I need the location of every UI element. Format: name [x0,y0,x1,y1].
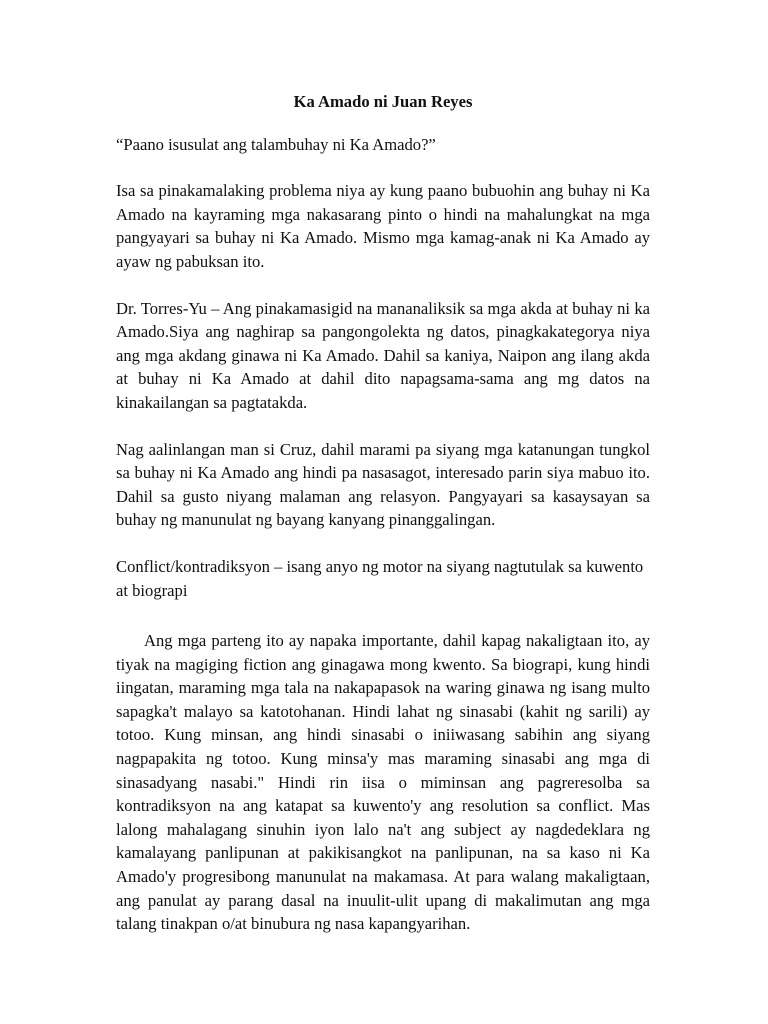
importance-paragraph: Ang mga parteng ito ay napaka importante, dahil kapag nakaligtaan ito, ay tiyak na magiging fiction ang ginagawa mong kwento. Sa biograpi, kung hindi iingatan, maraming mga tala na nakapapasok na waring ginawa ng isang multo sapagka't malayo sa katotohanan. Hindi lahat ng sinasabi (kahit ng sarili) ay totoo. Kung minsan, ang hindi sinasabi o iniiwasang sabihin ang siyang nagpapakita ng totoo. Kung minsa'y mas maraming sinasabi ang mga di sinasadyang nasabi." Hindi rin iisa o miminsan ang pagreresolba sa kontradiksyon na ang katapat sa kuwento'y ang resolution sa conflict. Mas lalong mahalagang sinuhin iyon lalo na't ang subject ay nagdedeklara ng kamalayang panlipunan at pakikisangkot na panlipunan, na sa kaso ni Ka Amado'y progresibong manunulat na makamasa. At para walang makaligtaan, ang panulat ay parang dasal na inuulit-ulit upang di makalimutan ang mga talang tinakpan o/at binubura ng nasa kapangyarihan. [116,631,650,934]
document-title: Ka Amado ni Juan Reyes [293,92,473,111]
cruz-paragraph: Nag aalinlangan man si Cruz, dahil marami pa siyang mga katanungan tungkol sa buhay ni Ka Amado ang hindi pa nasasagot, interesado parin siya mabuo ito. Dahil sa gusto niyang malaman ang relasyon. Pangyayari sa kasaysayan sa buhay ng manunulat ng bayang kanyang pinanggalingan. [116,439,650,530]
problem-paragraph: Isa sa pinakamalaking problema niya ay kung paano bubuohin ang buhay ni Ka Amado na kayraming mga nakasarang pinto o hindi na mahalungkat na mga pangyayari sa buhay ni Ka Amado. Mismo mga kamag-anak ni Ka Amado ay ayaw ng pabuksan ito. [116,181,650,271]
torres-yu-paragraph: Dr. Torres-Yu – Ang pinakamasigid na mananaliksik sa mga akda at buhay ni ka Amado.Siya ang naghirap sa pangongolekta ng datos, pinagkakategorya niya ang mga akdang ginawa ni Ka Amado. Dahil sa kaniya, Naipon ang ilang akda at buhay ni Ka Amado at dahil dito napagsama-sama ang mg datos na kinakailangan sa pagtatakda. [116,298,650,412]
conflict-definition-paragraph: Conflict/kontradiksyon – isang anyo ng motor na siyang nagtutulak sa kuwento at biograpi [116,556,644,600]
question-paragraph: “Paano isusulat ang talambuhay ni Ka Amado?” [116,134,436,154]
